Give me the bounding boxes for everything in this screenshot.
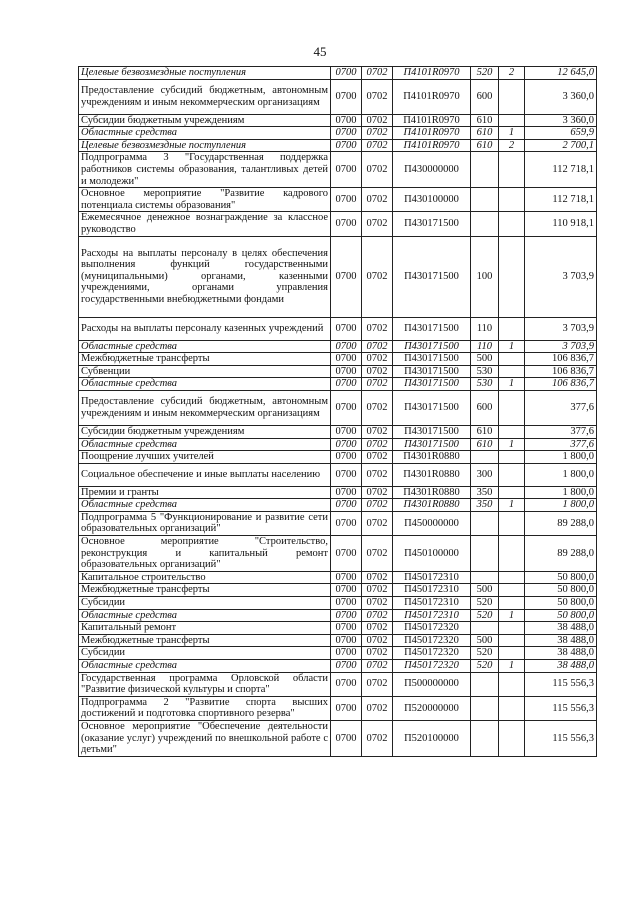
amount-cell: 1 800,0 [525, 463, 597, 486]
table-row [79, 365, 597, 378]
expense-type-code-cell: 520 [471, 660, 499, 673]
subsection-code-cell: 0702 [362, 353, 393, 366]
expense-type-code-cell [471, 511, 499, 535]
funding-source-cell: 1 [499, 438, 525, 451]
expense-type-code-cell: 100 [471, 236, 499, 317]
target-article-code-cell: П430171500 [393, 378, 471, 391]
row-name-cell: Целевые безвозмездные поступления [79, 139, 331, 152]
subsection-code-cell: 0702 [362, 647, 393, 660]
row-name-cell: Субсидии бюджетным учреждениям [79, 425, 331, 438]
subsection-code-cell: 0702 [362, 378, 393, 391]
table-row [79, 486, 597, 499]
target-article-code-cell: П450172320 [393, 634, 471, 647]
amount-cell: 3 360,0 [525, 79, 597, 114]
subsection-code-cell: 0702 [362, 499, 393, 512]
funding-source-cell: 1 [499, 340, 525, 353]
amount-cell: 377,6 [525, 438, 597, 451]
table-row [79, 463, 597, 486]
amount-cell: 3 703,9 [525, 340, 597, 353]
expense-type-code-cell: 530 [471, 378, 499, 391]
target-article-code-cell: П450000000 [393, 511, 471, 535]
row-name-cell: Основное мероприятие "Обеспечение деятельности (оказание услуг) учреждений по внешкольной работе с детьми" [79, 720, 331, 756]
table-row [79, 597, 597, 610]
expense-type-code-cell [471, 188, 499, 212]
section-code-cell: 0700 [331, 139, 362, 152]
row-name-cell: Предоставление субсидий бюджетным, автономным учреждениям и иным некоммерческим организациям [79, 390, 331, 425]
table-row [79, 634, 597, 647]
target-article-code-cell: П430171500 [393, 365, 471, 378]
target-article-code-cell: П450172310 [393, 571, 471, 584]
section-code-cell: 0700 [331, 720, 362, 756]
expense-type-code-cell: 520 [471, 597, 499, 610]
amount-cell: 377,6 [525, 390, 597, 425]
funding-source-cell [499, 353, 525, 366]
row-name-cell: Межбюджетные трансферты [79, 353, 331, 366]
amount-cell: 50 800,0 [525, 597, 597, 610]
subsection-code-cell: 0702 [362, 127, 393, 140]
table-row [79, 378, 597, 391]
target-article-code-cell: П450172320 [393, 660, 471, 673]
funding-source-cell [499, 425, 525, 438]
row-name-cell: Поощрение лучших учителей [79, 451, 331, 464]
subsection-code-cell: 0702 [362, 463, 393, 486]
amount-cell: 659,9 [525, 127, 597, 140]
funding-source-cell: 1 [499, 499, 525, 512]
amount-cell: 106 836,7 [525, 378, 597, 391]
table-row [79, 353, 597, 366]
amount-cell: 110 918,1 [525, 212, 597, 236]
subsection-code-cell: 0702 [362, 571, 393, 584]
target-article-code-cell: П450172320 [393, 622, 471, 635]
subsection-code-cell: 0702 [362, 317, 393, 340]
amount-cell: 3 360,0 [525, 114, 597, 127]
target-article-code-cell: П4101R0970 [393, 79, 471, 114]
subsection-code-cell: 0702 [362, 139, 393, 152]
section-code-cell: 0700 [331, 486, 362, 499]
table-row [79, 511, 597, 535]
table-row [79, 212, 597, 236]
section-code-cell: 0700 [331, 236, 362, 317]
row-name-cell: Областные средства [79, 438, 331, 451]
funding-source-cell: 1 [499, 127, 525, 140]
funding-source-cell [499, 317, 525, 340]
section-code-cell: 0700 [331, 696, 362, 720]
subsection-code-cell: 0702 [362, 609, 393, 622]
target-article-code-cell: П4301R0880 [393, 486, 471, 499]
amount-cell: 2 700,1 [525, 139, 597, 152]
expense-type-code-cell: 350 [471, 499, 499, 512]
funding-source-cell [499, 451, 525, 464]
amount-cell: 1 800,0 [525, 486, 597, 499]
target-article-code-cell: П500000000 [393, 672, 471, 696]
expense-type-code-cell: 600 [471, 390, 499, 425]
row-name-cell: Подпрограмма 5 "Функционирование и развитие сети образовательных организаций" [79, 511, 331, 535]
funding-source-cell [499, 463, 525, 486]
row-name-cell: Областные средства [79, 378, 331, 391]
funding-source-cell [499, 114, 525, 127]
section-code-cell: 0700 [331, 571, 362, 584]
funding-source-cell [499, 672, 525, 696]
subsection-code-cell: 0702 [362, 486, 393, 499]
subsection-code-cell: 0702 [362, 67, 393, 80]
funding-source-cell [499, 597, 525, 610]
row-name-cell: Премии и гранты [79, 486, 331, 499]
expense-type-code-cell: 110 [471, 340, 499, 353]
expense-type-code-cell: 300 [471, 463, 499, 486]
table-row [79, 660, 597, 673]
expense-type-code-cell [471, 571, 499, 584]
amount-cell: 115 556,3 [525, 720, 597, 756]
row-name-cell: Социальное обеспечение и иные выплаты населению [79, 463, 331, 486]
expense-type-code-cell [471, 212, 499, 236]
target-article-code-cell: П4101R0970 [393, 127, 471, 140]
funding-source-cell [499, 696, 525, 720]
amount-cell: 106 836,7 [525, 365, 597, 378]
amount-cell: 3 703,9 [525, 317, 597, 340]
amount-cell: 38 488,0 [525, 622, 597, 635]
section-code-cell: 0700 [331, 365, 362, 378]
expense-type-code-cell: 110 [471, 317, 499, 340]
target-article-code-cell: П450172320 [393, 647, 471, 660]
section-code-cell: 0700 [331, 647, 362, 660]
section-code-cell: 0700 [331, 672, 362, 696]
amount-cell: 89 288,0 [525, 536, 597, 572]
amount-cell: 38 488,0 [525, 634, 597, 647]
target-article-code-cell: П430171500 [393, 236, 471, 317]
funding-source-cell [499, 511, 525, 535]
target-article-code-cell: П450100000 [393, 536, 471, 572]
expense-type-code-cell [471, 622, 499, 635]
subsection-code-cell: 0702 [362, 584, 393, 597]
subsection-code-cell: 0702 [362, 622, 393, 635]
target-article-code-cell: П430171500 [393, 390, 471, 425]
row-name-cell: Капитальный ремонт [79, 622, 331, 635]
funding-source-cell [499, 571, 525, 584]
table-row [79, 236, 597, 317]
budget-table [78, 66, 597, 757]
amount-cell: 377,6 [525, 425, 597, 438]
row-name-cell: Субсидии бюджетным учреждениям [79, 114, 331, 127]
table-row [79, 672, 597, 696]
expense-type-code-cell: 530 [471, 365, 499, 378]
expense-type-code-cell [471, 536, 499, 572]
subsection-code-cell: 0702 [362, 114, 393, 127]
amount-cell: 3 703,9 [525, 236, 597, 317]
funding-source-cell [499, 79, 525, 114]
target-article-code-cell: П4101R0970 [393, 114, 471, 127]
expense-type-code-cell: 520 [471, 609, 499, 622]
funding-source-cell [499, 647, 525, 660]
expense-type-code-cell: 520 [471, 647, 499, 660]
section-code-cell: 0700 [331, 79, 362, 114]
table-row [79, 114, 597, 127]
table-row [79, 79, 597, 114]
row-name-cell: Межбюджетные трансферты [79, 584, 331, 597]
subsection-code-cell: 0702 [362, 236, 393, 317]
section-code-cell: 0700 [331, 499, 362, 512]
row-name-cell: Областные средства [79, 127, 331, 140]
expense-type-code-cell: 520 [471, 67, 499, 80]
expense-type-code-cell: 610 [471, 425, 499, 438]
funding-source-cell [499, 634, 525, 647]
table-row [79, 451, 597, 464]
funding-source-cell [499, 188, 525, 212]
table-row [79, 188, 597, 212]
funding-source-cell [499, 236, 525, 317]
row-name-cell: Субсидии [79, 647, 331, 660]
row-name-cell: Межбюджетные трансферты [79, 634, 331, 647]
funding-source-cell: 1 [499, 609, 525, 622]
subsection-code-cell: 0702 [362, 660, 393, 673]
funding-source-cell: 2 [499, 67, 525, 80]
section-code-cell: 0700 [331, 660, 362, 673]
amount-cell: 115 556,3 [525, 672, 597, 696]
target-article-code-cell: П450172310 [393, 597, 471, 610]
expense-type-code-cell: 500 [471, 634, 499, 647]
row-name-cell: Предоставление субсидий бюджетным, автономным учреждениям и иным некоммерческим организациям [79, 79, 331, 114]
row-name-cell: Областные средства [79, 340, 331, 353]
subsection-code-cell: 0702 [362, 597, 393, 610]
expense-type-code-cell: 500 [471, 353, 499, 366]
subsection-code-cell: 0702 [362, 365, 393, 378]
funding-source-cell [499, 390, 525, 425]
subsection-code-cell: 0702 [362, 188, 393, 212]
target-article-code-cell: П4301R0880 [393, 499, 471, 512]
target-article-code-cell: П430171500 [393, 212, 471, 236]
subsection-code-cell: 0702 [362, 451, 393, 464]
subsection-code-cell: 0702 [362, 79, 393, 114]
section-code-cell: 0700 [331, 317, 362, 340]
section-code-cell: 0700 [331, 114, 362, 127]
expense-type-code-cell: 610 [471, 127, 499, 140]
table-row [79, 425, 597, 438]
funding-source-cell [499, 720, 525, 756]
expense-type-code-cell: 500 [471, 584, 499, 597]
table-row [79, 720, 597, 756]
subsection-code-cell: 0702 [362, 696, 393, 720]
target-article-code-cell: П520100000 [393, 720, 471, 756]
subsection-code-cell: 0702 [362, 340, 393, 353]
table-row [79, 536, 597, 572]
section-code-cell: 0700 [331, 511, 362, 535]
target-article-code-cell: П430171500 [393, 438, 471, 451]
section-code-cell: 0700 [331, 127, 362, 140]
table-row [79, 127, 597, 140]
target-article-code-cell: П430100000 [393, 188, 471, 212]
row-name-cell: Основное мероприятие "Строительство, реконструкция и капитальный ремонт образовательных организаций" [79, 536, 331, 572]
row-name-cell: Субсидии [79, 597, 331, 610]
amount-cell: 50 800,0 [525, 571, 597, 584]
subsection-code-cell: 0702 [362, 212, 393, 236]
row-name-cell: Областные средства [79, 609, 331, 622]
table-row [79, 438, 597, 451]
section-code-cell: 0700 [331, 536, 362, 572]
amount-cell: 50 800,0 [525, 584, 597, 597]
section-code-cell: 0700 [331, 584, 362, 597]
section-code-cell: 0700 [331, 378, 362, 391]
table-row [79, 152, 597, 188]
table-row [79, 139, 597, 152]
section-code-cell: 0700 [331, 67, 362, 80]
row-name-cell: Целевые безвозмездные поступления [79, 67, 331, 80]
funding-source-cell: 2 [499, 139, 525, 152]
target-article-code-cell: П430171500 [393, 340, 471, 353]
funding-source-cell: 1 [499, 378, 525, 391]
funding-source-cell [499, 365, 525, 378]
section-code-cell: 0700 [331, 212, 362, 236]
target-article-code-cell: П4101R0970 [393, 67, 471, 80]
expense-type-code-cell: 350 [471, 486, 499, 499]
funding-source-cell [499, 536, 525, 572]
table-row [79, 390, 597, 425]
subsection-code-cell: 0702 [362, 720, 393, 756]
amount-cell: 12 645,0 [525, 67, 597, 80]
table-row [79, 609, 597, 622]
target-article-code-cell: П450172310 [393, 609, 471, 622]
section-code-cell: 0700 [331, 152, 362, 188]
table-row [79, 647, 597, 660]
target-article-code-cell: П4301R0880 [393, 451, 471, 464]
expense-type-code-cell: 610 [471, 139, 499, 152]
row-name-cell: Ежемесячное денежное вознаграждение за классное руководство [79, 212, 331, 236]
amount-cell: 50 800,0 [525, 609, 597, 622]
row-name-cell: Подпрограмма 3 "Государственная поддержка работников системы образования, талантливых детей и молодежи" [79, 152, 331, 188]
expense-type-code-cell [471, 720, 499, 756]
section-code-cell: 0700 [331, 622, 362, 635]
subsection-code-cell: 0702 [362, 511, 393, 535]
amount-cell: 112 718,1 [525, 188, 597, 212]
amount-cell: 38 488,0 [525, 660, 597, 673]
subsection-code-cell: 0702 [362, 438, 393, 451]
budget-table-body [79, 67, 597, 757]
section-code-cell: 0700 [331, 451, 362, 464]
row-name-cell: Расходы на выплаты персоналу казенных учреждений [79, 317, 331, 340]
expense-type-code-cell: 610 [471, 438, 499, 451]
amount-cell: 112 718,1 [525, 152, 597, 188]
target-article-code-cell: П4101R0970 [393, 139, 471, 152]
subsection-code-cell: 0702 [362, 536, 393, 572]
target-article-code-cell: П4301R0880 [393, 463, 471, 486]
table-row [79, 696, 597, 720]
expense-type-code-cell: 610 [471, 114, 499, 127]
subsection-code-cell: 0702 [362, 152, 393, 188]
amount-cell: 89 288,0 [525, 511, 597, 535]
section-code-cell: 0700 [331, 390, 362, 425]
funding-source-cell [499, 622, 525, 635]
funding-source-cell [499, 212, 525, 236]
subsection-code-cell: 0702 [362, 672, 393, 696]
row-name-cell: Капитальное строительство [79, 571, 331, 584]
subsection-code-cell: 0702 [362, 390, 393, 425]
expense-type-code-cell [471, 672, 499, 696]
subsection-code-cell: 0702 [362, 425, 393, 438]
row-name-cell: Областные средства [79, 660, 331, 673]
section-code-cell: 0700 [331, 597, 362, 610]
target-article-code-cell: П520000000 [393, 696, 471, 720]
amount-cell: 1 800,0 [525, 451, 597, 464]
table-row [79, 499, 597, 512]
target-article-code-cell: П430171500 [393, 425, 471, 438]
row-name-cell: Областные средства [79, 499, 331, 512]
table-row [79, 340, 597, 353]
row-name-cell: Субвенции [79, 365, 331, 378]
table-row [79, 67, 597, 80]
amount-cell: 115 556,3 [525, 696, 597, 720]
amount-cell: 38 488,0 [525, 647, 597, 660]
target-article-code-cell: П430000000 [393, 152, 471, 188]
section-code-cell: 0700 [331, 340, 362, 353]
section-code-cell: 0700 [331, 188, 362, 212]
subsection-code-cell: 0702 [362, 634, 393, 647]
table-row [79, 622, 597, 635]
section-code-cell: 0700 [331, 609, 362, 622]
target-article-code-cell: П450172310 [393, 584, 471, 597]
table-row [79, 571, 597, 584]
expense-type-code-cell [471, 152, 499, 188]
funding-source-cell [499, 152, 525, 188]
table-row [79, 317, 597, 340]
section-code-cell: 0700 [331, 353, 362, 366]
section-code-cell: 0700 [331, 438, 362, 451]
row-name-cell: Государственная программа Орловской области "Развитие физической культуры и спорта" [79, 672, 331, 696]
page-number: 45 [313, 44, 327, 59]
table-row [79, 584, 597, 597]
amount-cell: 1 800,0 [525, 499, 597, 512]
section-code-cell: 0700 [331, 425, 362, 438]
expense-type-code-cell: 600 [471, 79, 499, 114]
expense-type-code-cell [471, 451, 499, 464]
funding-source-cell: 1 [499, 660, 525, 673]
section-code-cell: 0700 [331, 634, 362, 647]
expense-type-code-cell [471, 696, 499, 720]
row-name-cell: Расходы на выплаты персоналу в целях обеспечения выполнения функций государственными (муниципальными) органами, казенными учреждениями, органами управления государственными внебюджетными фондами [79, 236, 331, 317]
funding-source-cell [499, 584, 525, 597]
target-article-code-cell: П430171500 [393, 317, 471, 340]
section-code-cell: 0700 [331, 463, 362, 486]
row-name-cell: Основное мероприятие "Развитие кадрового потенциала системы образования" [79, 188, 331, 212]
funding-source-cell [499, 486, 525, 499]
amount-cell: 106 836,7 [525, 353, 597, 366]
target-article-code-cell: П430171500 [393, 353, 471, 366]
row-name-cell: Подпрограмма 2 "Развитие спорта высших достижений и подготовка спортивного резерва" [79, 696, 331, 720]
